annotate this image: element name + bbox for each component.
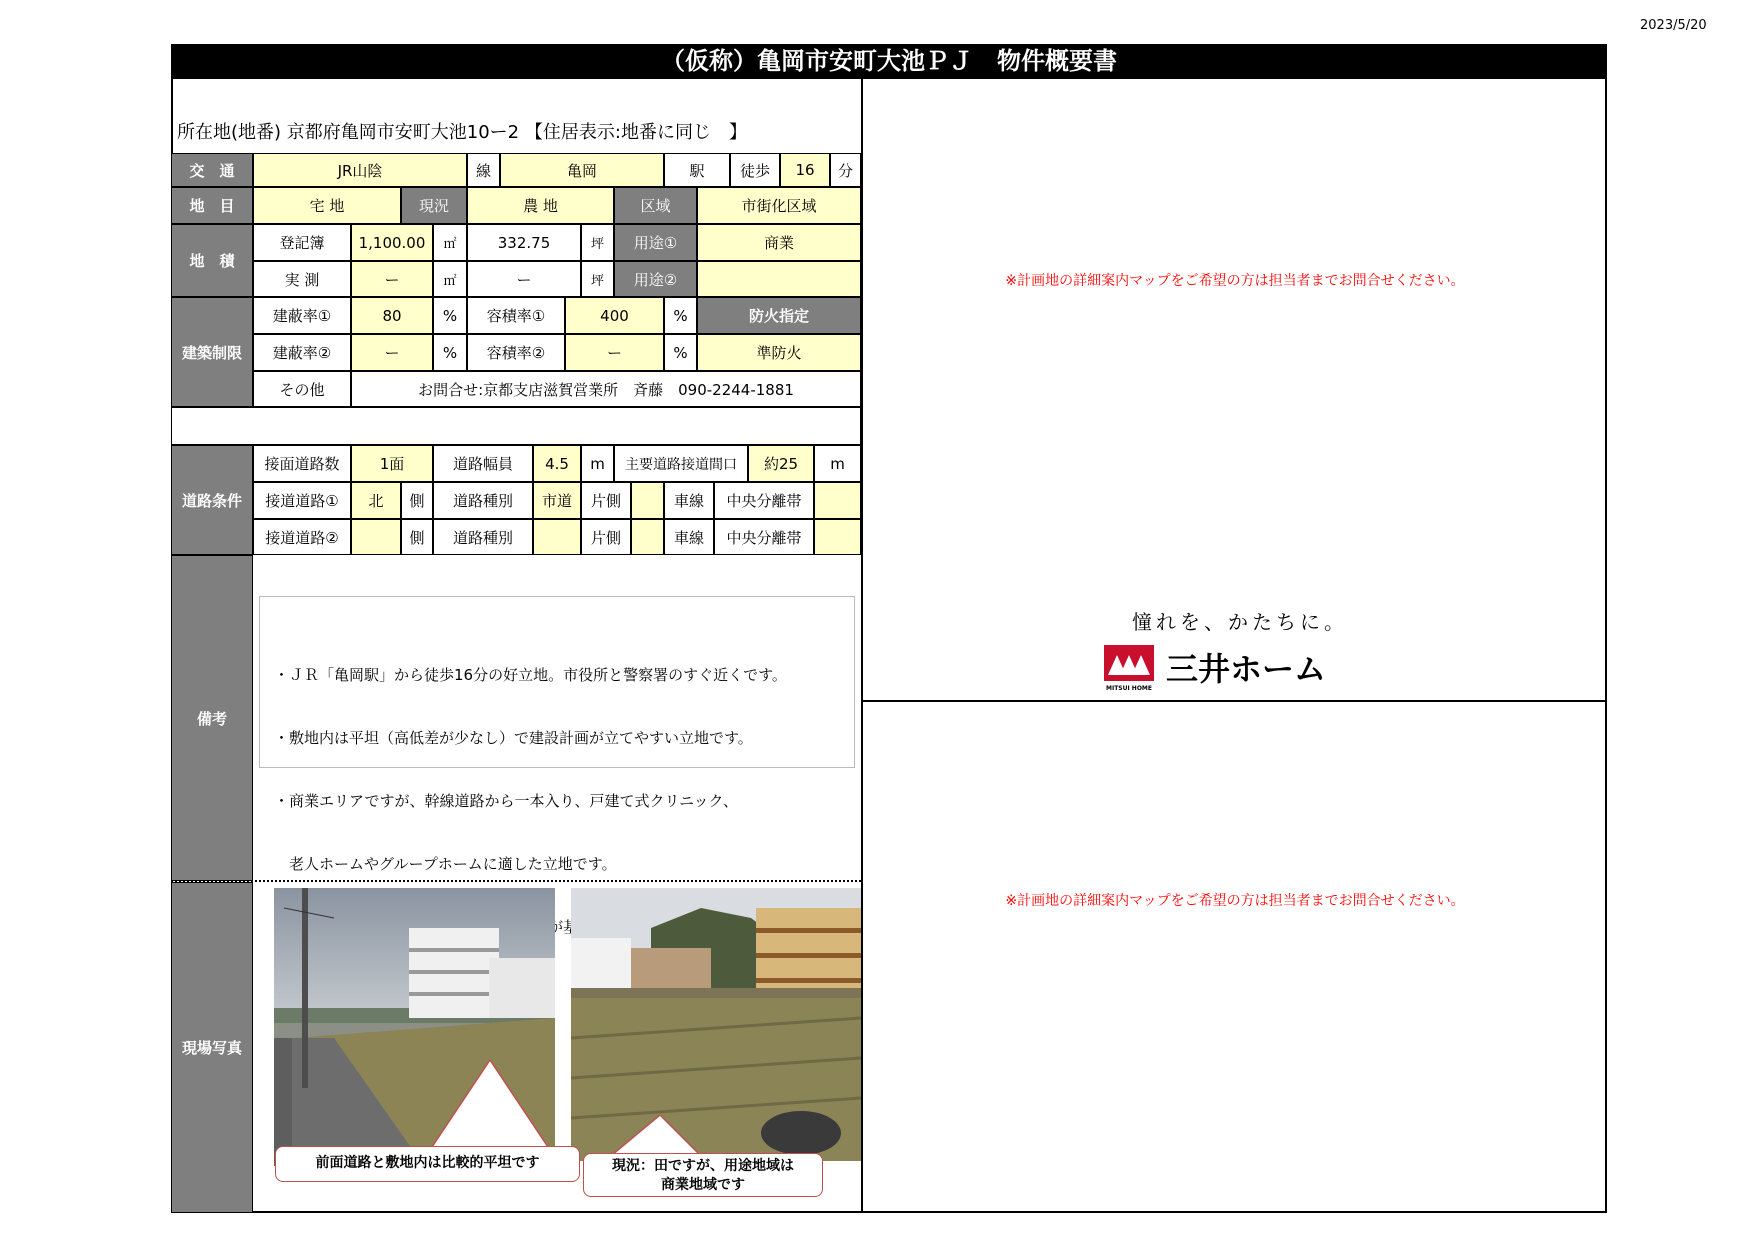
column-divider: [861, 79, 863, 1213]
lane-label: 車線: [664, 482, 714, 519]
logo-mark-icon: [1104, 645, 1154, 681]
road1-direction: 北: [351, 482, 401, 519]
m2-unit: ㎡: [433, 224, 467, 261]
transport-label: 交 通: [171, 153, 253, 187]
address-label: 所在地(地番): [177, 122, 282, 143]
measured-tsubo: ー: [467, 261, 581, 297]
far1-label: 容積率①: [467, 297, 565, 334]
median-label: 中央分離帯: [714, 482, 814, 519]
tsubo-unit: 坪: [581, 224, 614, 261]
current-label: 現況: [401, 187, 467, 224]
map-note-top: ※計画地の詳細案内マップをご希望の方は担当者までお問合せください。: [1005, 273, 1465, 289]
station-suffix: 駅: [664, 153, 730, 187]
road-count: 1面: [351, 445, 433, 482]
walk-label: 徒歩: [730, 153, 780, 187]
panel-divider: [861, 700, 1607, 702]
line-suffix: 線: [467, 153, 500, 187]
m-unit: m: [581, 445, 614, 482]
mitsui-home-logo-mark: [1104, 645, 1154, 692]
area-label: 地 積: [171, 224, 253, 297]
photos-label: 現場写真: [171, 882, 253, 1213]
registry-m2: 1,100.00: [351, 224, 433, 261]
road2-oneside-value: [631, 519, 664, 555]
one-side-label: 片側: [581, 482, 631, 519]
bcr1-label: 建蔽率①: [253, 297, 351, 334]
road1-type: 市道: [533, 482, 581, 519]
percent-unit-4: %: [664, 334, 697, 371]
callout-pointer-1: [430, 1060, 550, 1150]
registry-label: 登記簿: [253, 224, 351, 261]
minutes-suffix: 分: [830, 153, 861, 187]
remarks-label: 備考: [171, 555, 253, 881]
road1-oneside-value: [631, 482, 664, 519]
measured-label: 実 測: [253, 261, 351, 297]
percent-unit: %: [433, 297, 467, 334]
one-side-label-2: 片側: [581, 519, 631, 555]
map-note-bottom: ※計画地の詳細案内マップをご希望の方は担当者までお問合せください。: [1005, 893, 1465, 909]
side-suffix-2: 側: [401, 519, 433, 555]
photo-caption-field: [583, 1153, 823, 1197]
measured-m2: ー: [351, 261, 433, 297]
fire-value: 準防火: [697, 334, 861, 371]
bcr2-label: 建蔽率②: [253, 334, 351, 371]
road-width: 4.5: [533, 445, 581, 482]
photo-caption-field-line1: 現況：田ですが、用途地域は: [612, 1158, 794, 1174]
land-current: 農 地: [467, 187, 614, 224]
far2-label: 容積率②: [467, 334, 565, 371]
remarks-box: [259, 596, 855, 873]
document-title: （仮称）亀岡市安町大池ＰＪ 物件概要書: [171, 44, 1607, 79]
logo-name: 三井ホーム: [1166, 650, 1327, 688]
road2-type: [533, 519, 581, 555]
tsubo-unit-2: 坪: [581, 261, 614, 297]
photo-caption-road: 前面道路と敷地内は比較的平坦です: [275, 1146, 580, 1182]
road-width-label: 道路幅員: [433, 445, 533, 482]
m2-unit-2: ㎡: [433, 261, 467, 297]
other-label: その他: [253, 371, 351, 407]
walk-minutes: 16: [780, 153, 830, 187]
percent-unit-2: %: [664, 297, 697, 334]
remarks-line: ・敷地内は平坦（高低差が少なし）で建設計画が立てやすい立地です。: [274, 729, 753, 747]
road1-label: 接道道路①: [253, 482, 351, 519]
far1-value: 400: [565, 297, 664, 334]
side-suffix: 側: [401, 482, 433, 519]
median-label-2: 中央分離帯: [714, 519, 814, 555]
photo-caption-field-line2: 商業地域です: [661, 1177, 745, 1193]
use2-label: 用途②: [614, 261, 697, 297]
logo-tagline: 憧れを、かたちに。: [1132, 610, 1348, 634]
far2-value: ー: [565, 334, 664, 371]
lane-label-2: 車線: [664, 519, 714, 555]
address-row: [177, 118, 747, 144]
road-type-label-2: 道路種別: [433, 519, 533, 555]
bcr2-value: ー: [351, 334, 433, 371]
company-logo: [1132, 606, 1348, 635]
logo-sub: MITSUI HOME: [1105, 685, 1152, 692]
road2-median-value: [814, 519, 861, 555]
address-value: 京都府亀岡市安町大池10ー2: [286, 122, 520, 143]
remarks-line: 老人ホームやグループホームに適した立地です。: [274, 855, 617, 873]
use1-value: 商業: [697, 224, 861, 261]
use1-label: 用途①: [614, 224, 697, 261]
spacer-row: [171, 407, 861, 445]
road1-median-value: [814, 482, 861, 519]
road-type-label: 道路種別: [433, 482, 533, 519]
land-category-label: 地 目: [171, 187, 253, 224]
registry-tsubo: 332.75: [467, 224, 581, 261]
building-label: 建築制限: [171, 297, 253, 407]
percent-unit-3: %: [433, 334, 467, 371]
remarks-line: ・ＪＲ「亀岡駅」から徒歩16分の好立地。市役所と警察署のすぐ近くです。: [274, 666, 787, 684]
frontage-label: 主要道路接道間口: [614, 445, 748, 482]
document-date: 2023/5/20: [1640, 18, 1707, 33]
road2-label: 接道道路②: [253, 519, 351, 555]
remarks-line: ・商業エリアですが、幹線道路から一本入り、戸建て式クリニック、: [274, 792, 738, 810]
transport-station: 亀岡: [500, 153, 664, 187]
zone-label: 区域: [614, 187, 697, 224]
fire-label: 防火指定: [697, 297, 861, 334]
transport-line: JR山陰: [253, 153, 467, 187]
remarks-bottom-rule: [171, 880, 861, 882]
bcr1-value: 80: [351, 297, 433, 334]
contact-info: お問合せ:京都支店滋賀営業所 斉藤 090-2244-1881: [351, 371, 861, 407]
address-note: 【住居表示:地番に同じ 】: [524, 122, 747, 143]
road2-direction: [351, 519, 401, 555]
land-category: 宅 地: [253, 187, 401, 224]
road-count-label: 接面道路数: [253, 445, 351, 482]
road-label: 道路条件: [171, 445, 253, 555]
frontage-value: 約25: [748, 445, 814, 482]
land-zone: 市街化区域: [697, 187, 861, 224]
m-unit-2: m: [814, 445, 861, 482]
use2-value: [697, 261, 861, 297]
